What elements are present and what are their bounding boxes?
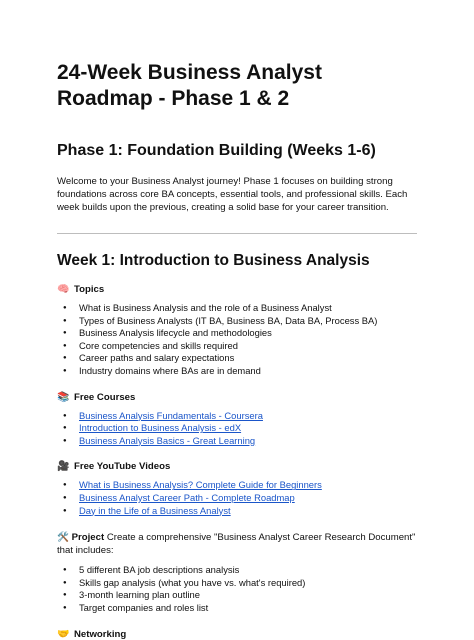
video-link[interactable]: Business Analyst Career Path - Complete Roadmap	[79, 491, 295, 503]
course-link-item	[79, 422, 417, 435]
list-item: ● Industry domains where BAs are in demand	[79, 365, 417, 378]
phase-heading: Phase 1: Foundation Building (Weeks 1-6)	[57, 142, 376, 159]
brain-icon: 🧠	[57, 284, 70, 295]
list-item: ● Target companies and roles list	[79, 602, 417, 615]
list-item: ● Types of Business Analysts (IT BA, Business BA, Data BA, Process BA)	[79, 315, 417, 328]
networking-heading	[57, 629, 417, 640]
intro-paragraph: Welcome to your Business Analyst journey! Phase 1 focuses on building strong foundations across core BA concepts, essential tools, and professional skills. Each week builds upon the previous, creating a solid base for your career transition.	[57, 176, 408, 213]
list-item: ● 3-month learning plan outline	[79, 589, 417, 602]
video-link-item	[79, 479, 417, 492]
videos-heading	[57, 461, 417, 472]
topics-list	[57, 302, 417, 378]
movie-camera-icon: 🎥	[57, 461, 70, 473]
courses-list	[57, 410, 417, 448]
course-link-item	[79, 435, 417, 448]
video-link-item	[79, 492, 417, 505]
tools-icon: 🛠️	[57, 532, 69, 544]
videos-label: Free YouTube Videos	[74, 461, 171, 473]
topics-heading	[57, 284, 417, 295]
course-link[interactable]: Introduction to Business Analysis - edX	[79, 422, 242, 434]
project-paragraph	[57, 531, 417, 557]
project-list	[57, 564, 417, 614]
video-link[interactable]: What is Business Analysis? Complete Guide for Beginners	[79, 479, 322, 491]
list-item: ● What is Business Analysis and the role of a Business Analyst	[79, 302, 417, 315]
networking-label: Networking	[74, 628, 127, 640]
list-item: ● 5 different BA job descriptions analysis	[79, 564, 417, 577]
courses-label: Free Courses	[74, 391, 136, 403]
week-heading: Week 1: Introduction to Business Analysis	[57, 252, 370, 269]
courses-heading	[57, 392, 417, 403]
video-link-item	[79, 505, 417, 518]
list-item: ● Career paths and salary expectations	[79, 352, 417, 365]
video-link[interactable]: Day in the Life of a Business Analyst	[79, 504, 231, 516]
videos-list	[57, 479, 417, 517]
course-link[interactable]: Business Analysis Basics - Great Learning	[79, 434, 256, 446]
books-icon: 📚	[57, 391, 70, 403]
course-link[interactable]: Business Analysis Fundamentals - Coursera	[79, 409, 263, 421]
page-title: 24-Week Business Analyst Roadmap - Phase 1 & 2	[57, 61, 322, 110]
list-item: ● Core competencies and skills required	[79, 340, 417, 353]
course-link-item	[79, 410, 417, 423]
project-label: Project	[71, 532, 105, 544]
horizontal-divider	[57, 233, 417, 234]
handshake-icon: 🤝	[57, 628, 70, 640]
list-item: ● Skills gap analysis (what you have vs. what's required)	[79, 577, 417, 590]
project-text: Create a comprehensive "Business Analyst Career Research Document" that includes:	[57, 532, 416, 557]
list-item: ● Business Analysis lifecycle and methodologies	[79, 327, 417, 340]
topics-label: Topics	[74, 284, 105, 295]
